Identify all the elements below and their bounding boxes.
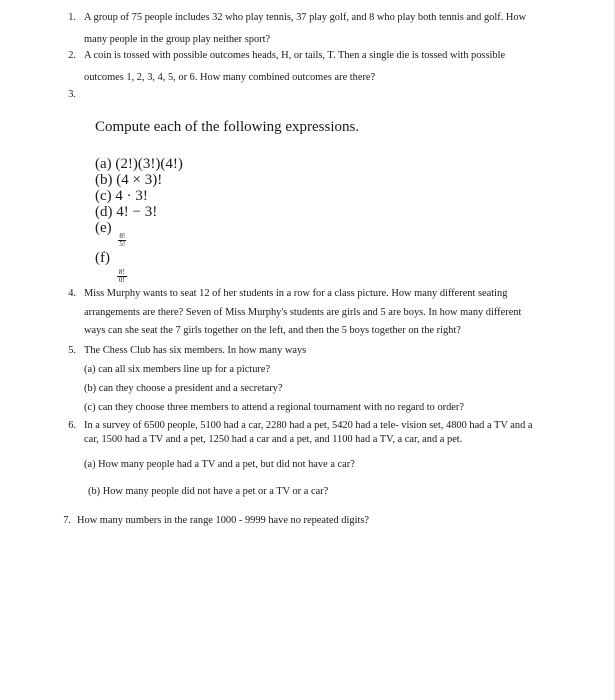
fraction [118, 233, 126, 248]
question-number: 2. [68, 50, 76, 61]
stack-bottom: 0! [118, 276, 125, 284]
question-5-part-c: (c) can they choose three members to attend a regional tournament with no regard to order? [84, 402, 464, 413]
question-text-line: A coin is tossed with possible outcomes heads, H, or tails, T. Then a single die is tossed with possible [84, 50, 506, 61]
stacked-fraction [117, 269, 127, 284]
expression-value: (2!)(3!)(4!) [115, 156, 183, 172]
question-6-part-b: (b) How many people did not have a pet or a TV or a car? [88, 486, 329, 497]
question-text-line: How many numbers in the range 1000 - 9999 have no repeated digits? [77, 515, 370, 526]
question-number: 7. [63, 515, 71, 526]
expression-item [95, 204, 359, 220]
question-text-line: many people in the group play neither sport? [84, 34, 271, 45]
question-5-part-a: (a) can all six members line up for a picture? [84, 364, 271, 375]
expression-item [95, 156, 359, 172]
question-number: 1. [68, 12, 76, 23]
question-text-line: car, 1500 had a TV and a pet, 1250 had a car and a pet, and 1100 had a TV, a car, and a pet. [84, 434, 463, 445]
question-number: 3. [68, 89, 76, 100]
question-number: 5. [68, 345, 76, 356]
expression-label: (b) [95, 172, 113, 188]
expression-item [95, 172, 359, 188]
question-text-line: Miss Murphy wants to seat 12 of her students in a row for a class picture. How many different seating [84, 288, 508, 299]
fraction-numerator: 8! [119, 232, 126, 240]
question-text-line: arrangements are there? Seven of Miss Murphy's students are girls and 5 are boys. In how many different [84, 306, 522, 318]
question-text-line: outcomes 1, 2, 3, 4, 5, or 6. How many combined outcomes are there? [84, 72, 376, 83]
question-5-part-b: (b) can they choose a president and a secretary? [84, 383, 283, 394]
fraction-denominator: 5! [119, 240, 126, 248]
embedded-expression-list [95, 117, 359, 284]
expression-item [95, 250, 359, 284]
expression-label: (f) [95, 250, 110, 266]
expression-value: 4! − 3! [116, 204, 158, 220]
expression-label: (a) [95, 156, 112, 172]
expression-value: (4 × 3)! [116, 172, 163, 188]
question-text-line: ways can she seat the 7 girls together on the left, and then the 5 boys together on the right? [84, 325, 461, 336]
expression-label: (e) [95, 220, 112, 236]
expression-value: 4 · 3! [115, 188, 148, 204]
stack-top: 8! [118, 268, 125, 276]
expression-label: (d) [95, 204, 113, 220]
question-number: 6. [68, 420, 76, 431]
expression-label: (c) [95, 188, 112, 204]
expression-item [95, 220, 359, 248]
question-6-part-a: (a) How many people had a TV and a pet, but did not have a car? [84, 459, 355, 470]
question-text-line: The Chess Club has six members. In how many ways [84, 345, 307, 356]
question-text-line: A group of 75 people includes 32 who play tennis, 37 play golf, and 8 who play both tennis and golf. How [84, 12, 527, 23]
expression-item [95, 188, 359, 204]
question-text-line: In a survey of 6500 people, 5100 had a car, 2280 had a pet, 5420 had a tele- vision set, 4800 had a TV and a [84, 420, 533, 431]
embedded-title: Compute each of the following expressions. [95, 119, 360, 135]
question-number: 4. [68, 288, 76, 299]
